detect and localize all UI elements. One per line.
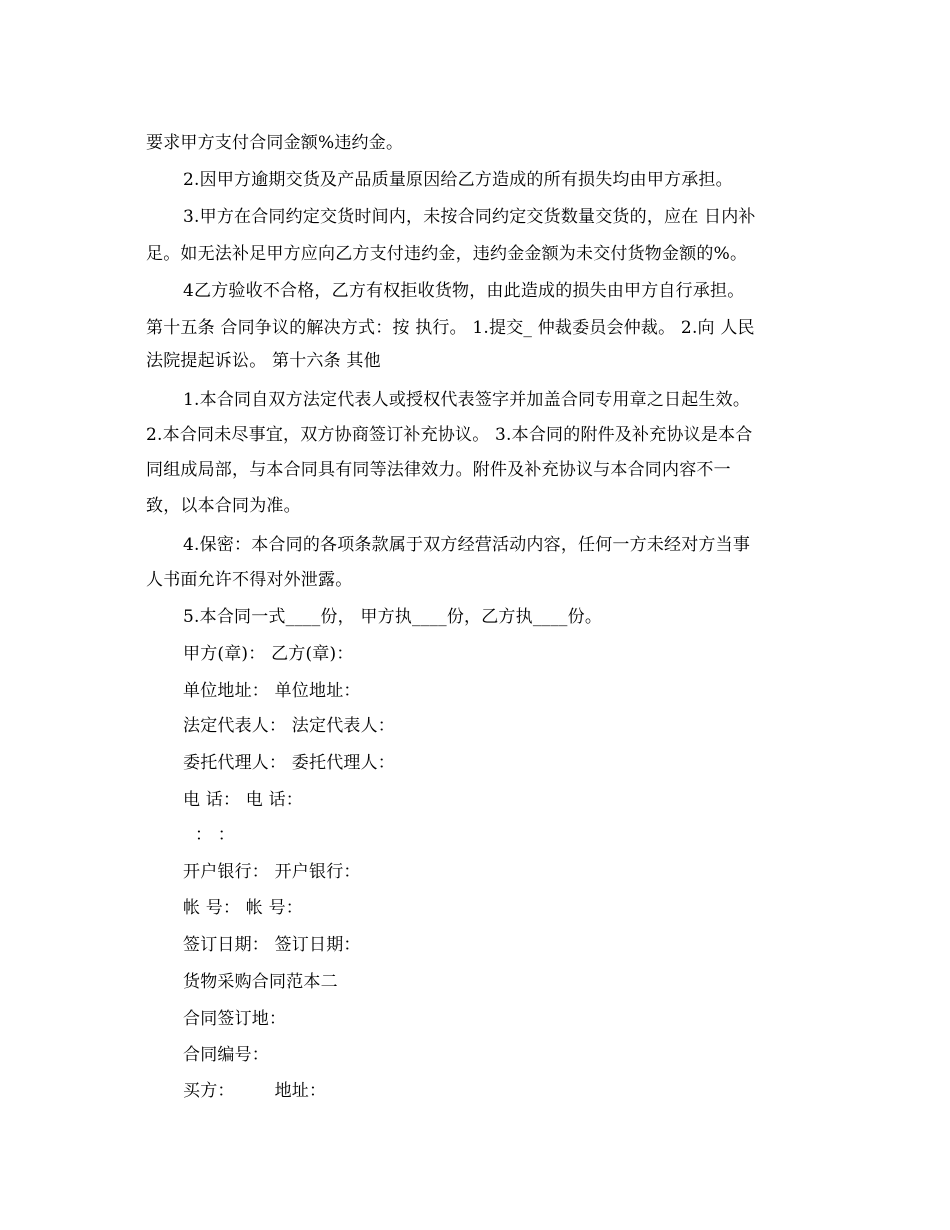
signature-date-line: 签订日期： 签订日期： — [183, 935, 361, 955]
signature-agent-line: 委托代理人： 委托代理人： — [183, 753, 396, 773]
buyer-address-line — [183, 1081, 326, 1101]
signature-account-line: 帐 号： 帐 号： — [183, 898, 304, 918]
contract-signing-place: 合同签订地： — [183, 1009, 287, 1029]
other-item-4-confidentiality: 4.保密：本合同的各项条款属于双方经营活动内容，任何一方未经对方当事 — [183, 535, 751, 555]
clause-item-2: 2.因甲方逾期交货及产品质量原因给乙方造成的所有损失均由甲方承担。 — [183, 170, 733, 190]
clause-item-3: 3.甲方在合同约定交货时间内，未按合同约定交货数量交货的，应在 日内补 — [183, 207, 756, 227]
contract-number: 合同编号： — [183, 1045, 269, 1065]
article-15-dispute-resolution: 第十五条 合同争议的解决方式：按 执行。 1.提交_ 仲裁委员会仲裁。 2.向 人民 — [146, 318, 755, 338]
article-15-continuation: 法院提起诉讼。 第十六条 其他 — [146, 351, 381, 371]
other-item-3-continuation: 同组成局部，与本合同具有同等法律效力。附件及补充协议与本合同内容不一 — [146, 460, 731, 480]
clause-penalty-continuation: 要求甲方支付合同金额%违约金。 — [146, 133, 404, 153]
signature-seal-line: 甲方(章)： 乙方(章)： — [183, 644, 354, 664]
clause-item-4: 4乙方验收不合格，乙方有权拒收货物，由此造成的损失由甲方自行承担。 — [183, 281, 745, 301]
other-item-5-copies: 5.本合同一式____份， 甲方执____份，乙方执____份。 — [183, 607, 603, 627]
other-item-3-end: 致，以本合同为准。 — [146, 496, 301, 516]
template-two-title: 货物采购合同范本二 — [183, 972, 338, 992]
signature-address-line: 单位地址： 单位地址： — [183, 681, 361, 701]
other-item-4-continuation: 人书面允许不得对外泄露。 — [146, 570, 353, 590]
clause-item-3-continuation: 足。如无法补足甲方应向乙方支付违约金，违约金金额为未交付货物金额的%。 — [146, 244, 748, 264]
signature-bank-line: 开户银行： 开户银行： — [183, 862, 361, 882]
buyer-label: 买方： — [183, 1081, 235, 1101]
other-item-1: 1.本合同自双方法定代表人或授权代表签字并加盖合同专用章之日起生效。 — [183, 390, 751, 410]
signature-legal-rep-line: 法定代表人： 法定代表人： — [183, 716, 396, 736]
address-label: 地址： — [274, 1081, 327, 1101]
signature-blank-line: ： ： — [195, 825, 236, 845]
signature-phone-line: 电 话： 电 话： — [183, 790, 304, 810]
other-item-2-3: 2.本合同未尽事宜，双方协商签订补充协议。 3.本合同的附件及补充协议是本合 — [146, 425, 753, 445]
